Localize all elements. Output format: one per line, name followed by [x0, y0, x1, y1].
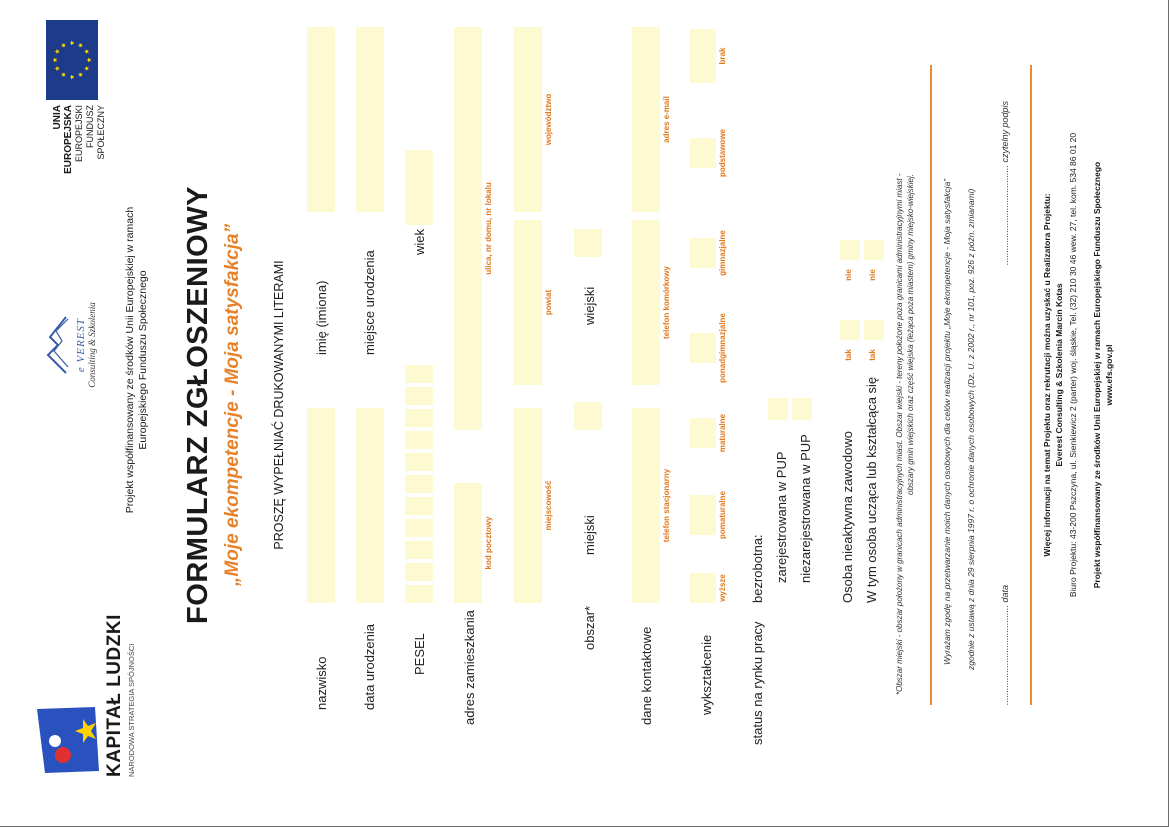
label-obszar: obszar*: [582, 605, 597, 650]
label-brak: brak: [718, 47, 727, 65]
checkbox-nieaktywna-nie[interactable]: [840, 240, 860, 260]
field-wiek[interactable]: [405, 150, 433, 225]
label-wiek: wiek: [412, 228, 427, 255]
checkbox-wyzsze[interactable]: [690, 573, 716, 603]
footer-efs: Projekt współfinansowany ze środków Unii Europejskiej w ramach Europejskiego Funduszu Społecznego: [1092, 161, 1102, 589]
kl-flag-icon: [35, 705, 101, 775]
field-miejscowosc[interactable]: [514, 408, 542, 603]
field-data-urodzenia[interactable]: [356, 408, 384, 603]
kl-text: [104, 577, 136, 777]
label-powiat: powiat: [544, 289, 553, 316]
label-maturalne: maturalne: [718, 413, 727, 453]
checkbox-gimnazjalne[interactable]: [690, 238, 716, 268]
label-pomaturalne: pomaturalne: [718, 491, 727, 540]
label-status: status na rynku pracy: [750, 621, 765, 745]
kapital-ludzki-logo: [35, 705, 101, 775]
footer-info: Więcej informacji na temat Projektu oraz rekrutacji można uzyskać u Realizatora Projektu:: [1042, 193, 1052, 557]
rotated-form: [2, 2, 1167, 825]
label-nazwisko: nazwisko: [314, 656, 329, 710]
checkbox-zarejestrowana[interactable]: [768, 398, 788, 420]
label-miejski: miejski: [582, 515, 597, 555]
label-ulica: ulica, nr domu, nr lokalu: [484, 182, 493, 275]
eu-flag: [46, 20, 98, 100]
label-data-urodzenia: data urodzenia: [362, 623, 377, 710]
field-wojewodztwo[interactable]: [514, 27, 542, 212]
consent-line1: Wyrażam zgodę na przetwarzanie moich danych osobowych dla celów realizacji projektu „Moje ekompetencje - Moja satysfakcja”: [942, 178, 952, 665]
kl-title: KAPITAŁ LUDZKI: [104, 614, 125, 777]
label-adres: adres zamieszkania: [462, 610, 477, 725]
date-line: ........................................ data: [1000, 584, 1010, 705]
field-powiat[interactable]: [514, 220, 542, 385]
label-miejsce-urodzenia: miejsce urodzenia: [362, 250, 377, 355]
cofinance-text: [124, 195, 150, 525]
field-ulica[interactable]: [454, 27, 482, 430]
field-miejsce-urodzenia[interactable]: [356, 27, 384, 212]
label-dane-kontaktowe: dane kontaktowe: [639, 626, 654, 725]
everest-name: e VEREST: [75, 317, 87, 373]
cofinance-line2: Europejskiego Funduszu Społecznego: [137, 270, 149, 450]
checkbox-uczaca-tak[interactable]: [864, 320, 884, 340]
checkbox-brak[interactable]: [690, 29, 716, 83]
label-podstawowe: podstawowe: [718, 129, 727, 178]
label-imie: imię (imiona): [314, 280, 329, 355]
form-instruction: PROSZĘ WYPEŁNIAĆ DRUKOWANYMI LITERAMI: [272, 260, 286, 550]
ue-line2: EUROPEJSKI: [74, 105, 84, 163]
label-nie-1: nie: [844, 269, 853, 281]
orange-divider-bottom: [1030, 65, 1032, 705]
footnote-line2: obszary gmin wiejskich oraz część wiejska (leżąca poza miastem) gminy miejsko-wiejskiej.: [906, 174, 915, 495]
label-kod-pocztowy: kod pocztowy: [484, 516, 493, 570]
everest-logo: [42, 285, 102, 405]
checkbox-podstawowe[interactable]: [690, 138, 716, 168]
label-wiejski: wiejski: [582, 286, 597, 325]
kl-subtitle: NARODOWA STRATEGIA SPÓJNOŚCI: [127, 643, 136, 777]
field-adres-email[interactable]: [632, 27, 660, 212]
label-tak-1: tak: [844, 349, 853, 361]
everest-mountain-icon: [42, 315, 70, 375]
label-ponadgimnazjalne: ponadgimnazjalne: [718, 313, 727, 383]
label-wojewodztwo: województwo: [544, 93, 553, 146]
field-telefon-komorkowy[interactable]: [632, 220, 660, 385]
checkbox-nieaktywna-tak[interactable]: [840, 320, 860, 340]
checkbox-wiejski[interactable]: [574, 229, 602, 257]
label-zarejestrowana: zarejestrowana w PUP: [774, 451, 789, 583]
field-kod-pocztowy[interactable]: [454, 483, 482, 603]
label-tak-2: tak: [868, 349, 877, 361]
field-pesel[interactable]: [405, 363, 433, 603]
label-gimnazjalne: gimnazjalne: [718, 230, 727, 276]
signature-line: ........................................ czytelny podpis: [1000, 100, 1010, 265]
education-options: [690, 3, 740, 603]
checkbox-pomaturalne[interactable]: [690, 495, 716, 535]
form-title: FORMULARZ ZGŁOSZENIOWY: [182, 186, 214, 624]
label-niezarejestrowana: niezarejestrowana w PUP: [798, 434, 813, 583]
label-miejscowosc: miejscowość: [544, 480, 553, 531]
ue-text: [52, 105, 107, 195]
label-pesel: PESEL: [412, 633, 427, 675]
label-adres-email: adres e-mail: [662, 96, 671, 143]
checkbox-ponadgimnazjalne[interactable]: [690, 333, 716, 363]
cofinance-line1: Projekt współfinansowany ze środków Unii Europejskiej w ramach: [124, 206, 136, 514]
eu-flag-icon: [46, 20, 98, 100]
label-uczaca: W tym osoba ucząca lub kształcąca się: [864, 376, 879, 603]
label-bezrobotna: bezrobotna:: [750, 534, 765, 603]
footnote-line1: *Obszar miejski - obszar położony w granicach administracyjnych miast. Obszar wiejski - tereny położone poza granicami administracyjnymi miast -: [895, 173, 904, 695]
label-wyksztalcenie: wykształcenie: [699, 634, 714, 715]
label-telefon-stacjonarny: telefon stacjonarny: [662, 468, 671, 543]
checkbox-maturalne[interactable]: [690, 418, 716, 448]
label-nie-2: nie: [868, 269, 877, 281]
checkbox-miejski[interactable]: [574, 402, 602, 430]
field-nazwisko[interactable]: [307, 408, 335, 603]
ue-line3: FUNDUSZ SPOŁECZNY: [85, 105, 106, 160]
footer-biuro: Biuro Projektu: 43-200 Pszczyna, ul. Sienkiewicz 2 (parter) woj. śląskie, Tel. (32) 210 30 46 wew. 27, tel. kom. 534 86 01 20: [1068, 132, 1078, 598]
label-telefon-komorkowy: telefon komórkowy: [662, 266, 671, 339]
orange-divider-top: [930, 65, 932, 705]
form-subtitle: „Moje ekompetencje - Moja satysfakcja”: [222, 223, 243, 587]
consent-line2: zgodnie z ustawą z dnia 29 sierpnia 1997 r. o ochronie danych osobowych (Dz. U. z 2002 r., nr 101, poz. 926 z późn. zmianami): [966, 188, 976, 670]
ue-title: UNIA EUROPEJSKA: [52, 105, 74, 174]
everest-tagline: Consulting & Szkolenia: [87, 302, 97, 388]
field-imie[interactable]: [307, 27, 335, 212]
checkbox-niezarejestrowana[interactable]: [792, 398, 812, 420]
label-wyzsze: wyższe: [718, 574, 727, 602]
checkbox-uczaca-nie[interactable]: [864, 240, 884, 260]
field-telefon-stacjonarny[interactable]: [632, 408, 660, 603]
footer-www[interactable]: www.efs.gov.pl: [1104, 344, 1114, 406]
label-nieaktywna: Osoba nieaktywna zawodowo: [840, 431, 855, 603]
footer-company: Everest Consulting & Szkolenia Marcin Kotas: [1054, 283, 1064, 467]
